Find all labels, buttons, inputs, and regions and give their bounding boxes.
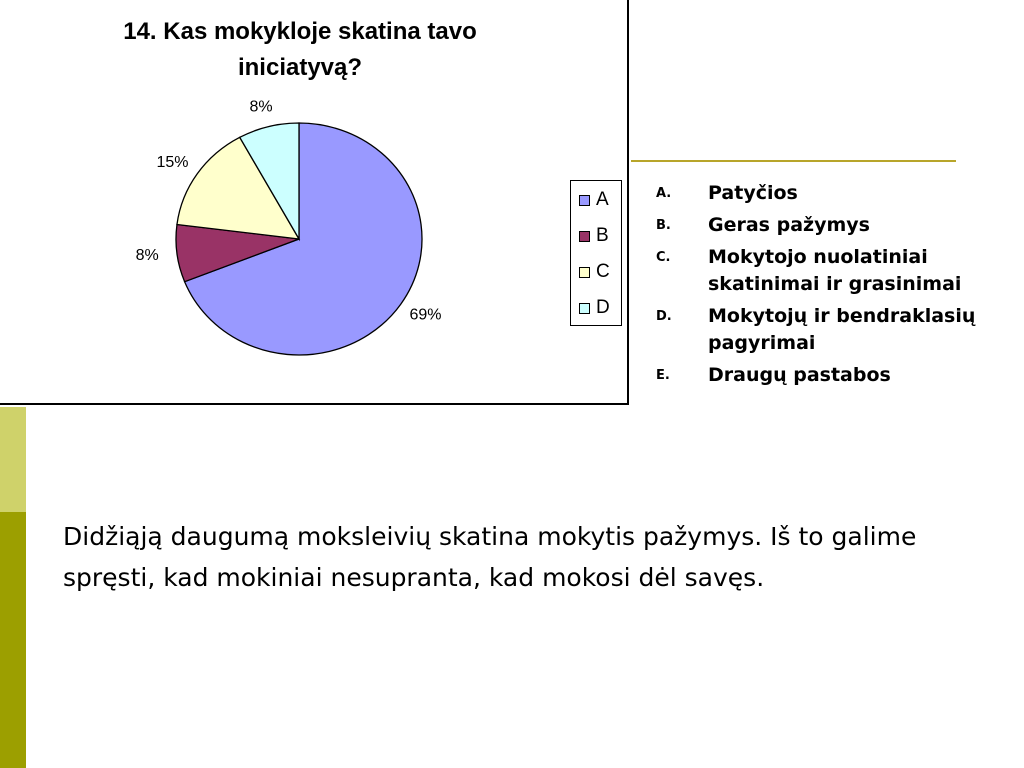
legend-swatch: [579, 303, 590, 314]
answer-options-list: [656, 180, 1016, 394]
option-text: Draugų pastabos: [708, 364, 891, 386]
answer-option-a: [656, 180, 1016, 207]
option-text: Geras pažymys: [708, 214, 870, 236]
legend-label: D: [596, 297, 610, 318]
option-letter: D.: [656, 309, 672, 324]
option-letter: A.: [656, 186, 672, 201]
legend-label: C: [596, 261, 610, 282]
pie-value-label-b: 8%: [135, 247, 159, 265]
answer-option-c: [656, 244, 1016, 298]
legend-item-b: [579, 225, 609, 247]
accent-divider-line: [631, 160, 956, 162]
option-text: Mokytojo nuolatiniai skatinimai ir grasinimai: [708, 246, 962, 295]
legend-swatch: [579, 267, 590, 278]
pie-value-label-c: 15%: [156, 153, 189, 171]
chart-title: 14. Kas mokykloje skatina tavo iniciatyvą?: [123, 18, 477, 81]
legend-label: B: [596, 225, 609, 246]
answer-option-d: [656, 303, 1016, 357]
option-text: Patyčios: [708, 182, 798, 204]
legend-label: A: [596, 189, 609, 210]
legend-item-a: [579, 189, 609, 211]
option-text: Mokytojų ir bendraklasių pagyrimai: [708, 305, 976, 354]
option-letter: E.: [656, 368, 670, 383]
option-letter: B.: [656, 218, 671, 233]
pie-chart: [0, 0, 627, 403]
side-accent-bar-dark: [0, 512, 26, 768]
answer-option-b: [656, 212, 1016, 239]
chart-legend: [570, 180, 622, 326]
legend-item-c: [579, 261, 610, 283]
chart-frame: [0, 0, 629, 405]
legend-swatch: [579, 195, 590, 206]
pie-value-label-a: 69%: [409, 306, 442, 324]
answer-option-e: [656, 362, 1016, 389]
conclusion-text: Didžiąją daugumą moksleivių skatina mokytis pažymys. Iš to galime spręsti, kad mokiniai nesupranta, kad mokosi dėl savęs.: [63, 522, 917, 592]
legend-item-d: [579, 297, 610, 319]
side-accent-bar-light: [0, 407, 26, 512]
option-letter: C.: [656, 250, 671, 265]
legend-swatch: [579, 231, 590, 242]
pie-value-label-d: 8%: [249, 98, 273, 116]
